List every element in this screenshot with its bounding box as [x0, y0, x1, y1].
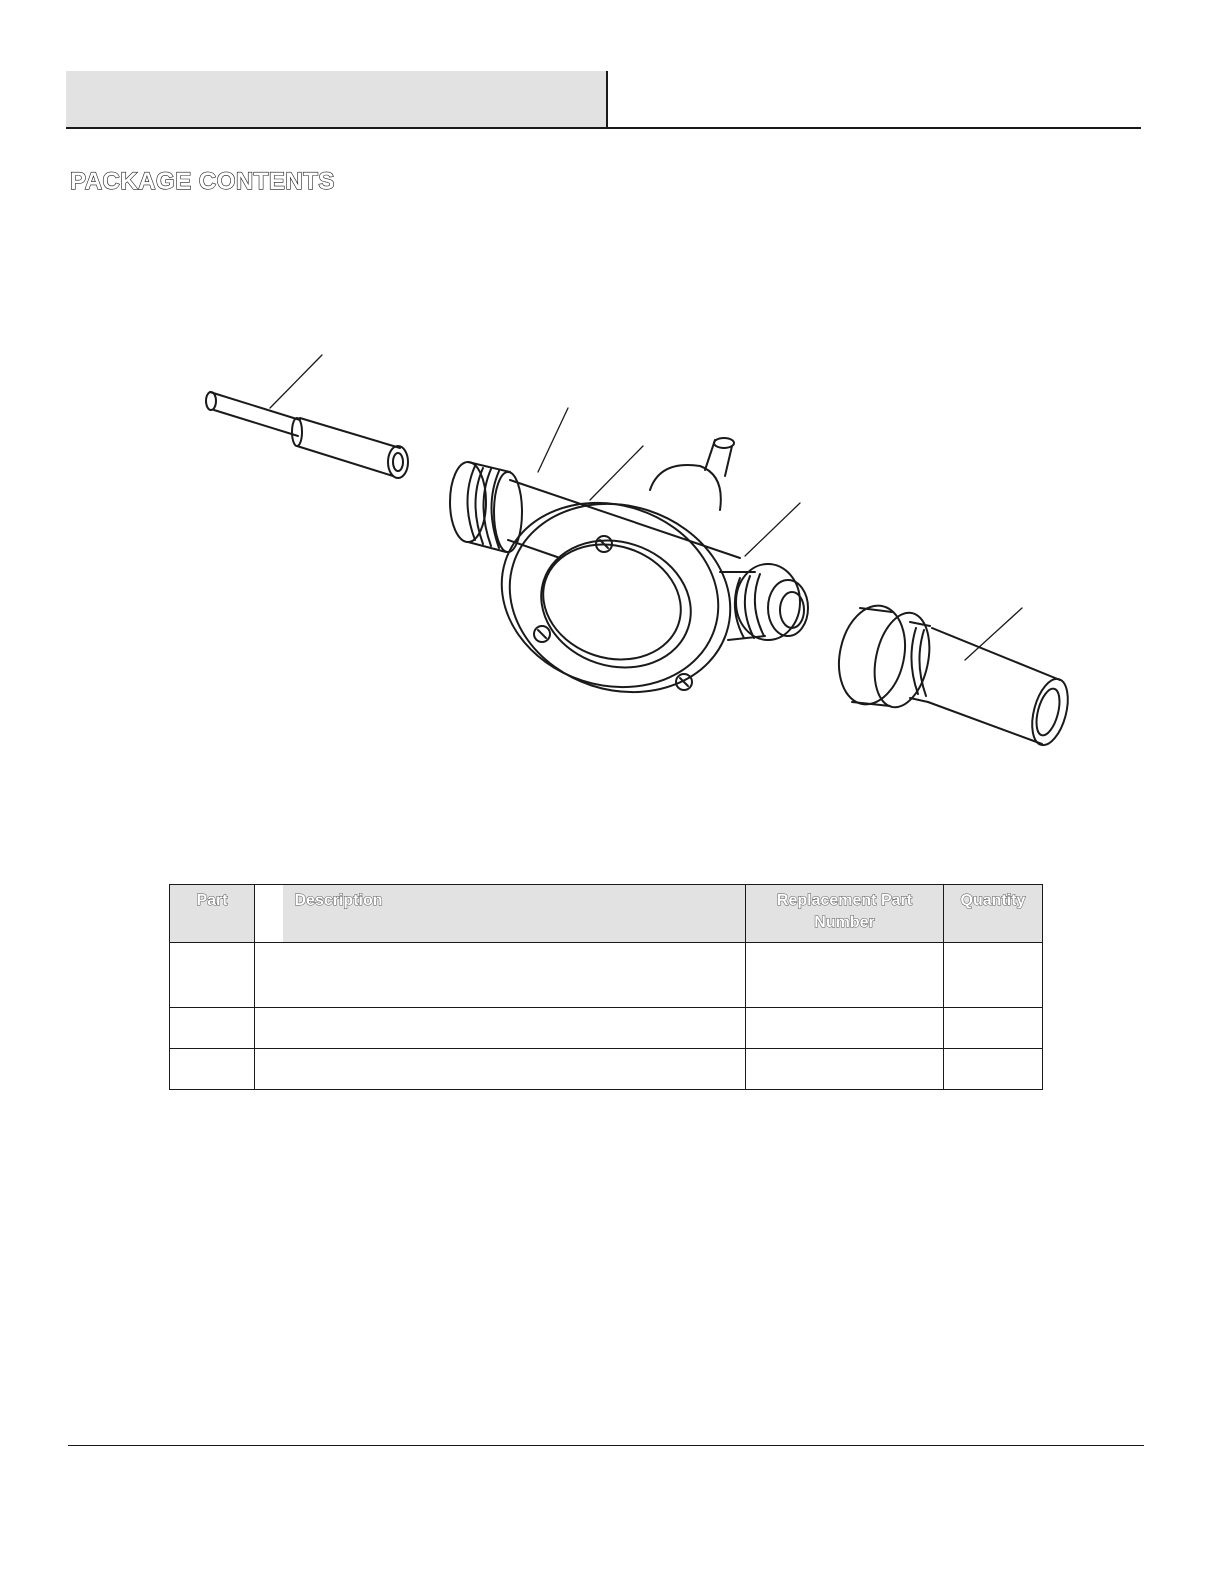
cell-description — [283, 1049, 746, 1090]
header-spacer — [255, 885, 283, 943]
cell-description — [283, 943, 746, 1008]
cell-spacer — [255, 1008, 283, 1049]
footer-rule — [68, 1445, 1144, 1446]
part-pump-body — [450, 408, 808, 720]
part-cap-tube — [830, 599, 1074, 749]
table-row — [170, 1049, 1043, 1090]
cell-replacement-part-number — [746, 1008, 944, 1049]
header-rule — [66, 127, 1141, 129]
cell-spacer — [255, 1049, 283, 1090]
parts-table — [169, 884, 1043, 1090]
header-part: Part — [170, 885, 255, 943]
cell-quantity — [944, 1049, 1043, 1090]
cell-replacement-part-number — [746, 1049, 944, 1090]
pump-parts-illustration — [180, 340, 1080, 780]
cell-quantity — [944, 1008, 1043, 1049]
table-header-row — [170, 885, 1043, 943]
cell-spacer — [255, 943, 283, 1008]
cell-part — [170, 1049, 255, 1090]
part-rod-sleeve — [206, 355, 408, 478]
section-title: PACKAGE CONTENTS — [70, 168, 335, 195]
header-replacement-part-number: Replacement Part Number — [746, 885, 944, 943]
header-description: Description — [283, 885, 746, 943]
header-quantity: Quantity — [944, 885, 1043, 943]
cell-part — [170, 1008, 255, 1049]
cell-replacement-part-number — [746, 943, 944, 1008]
cell-description — [283, 1008, 746, 1049]
table-row — [170, 1008, 1043, 1049]
header-title-band — [66, 71, 606, 129]
cell-part — [170, 943, 255, 1008]
table-row — [170, 943, 1043, 1008]
cell-quantity — [944, 943, 1043, 1008]
header-divider — [606, 71, 608, 129]
